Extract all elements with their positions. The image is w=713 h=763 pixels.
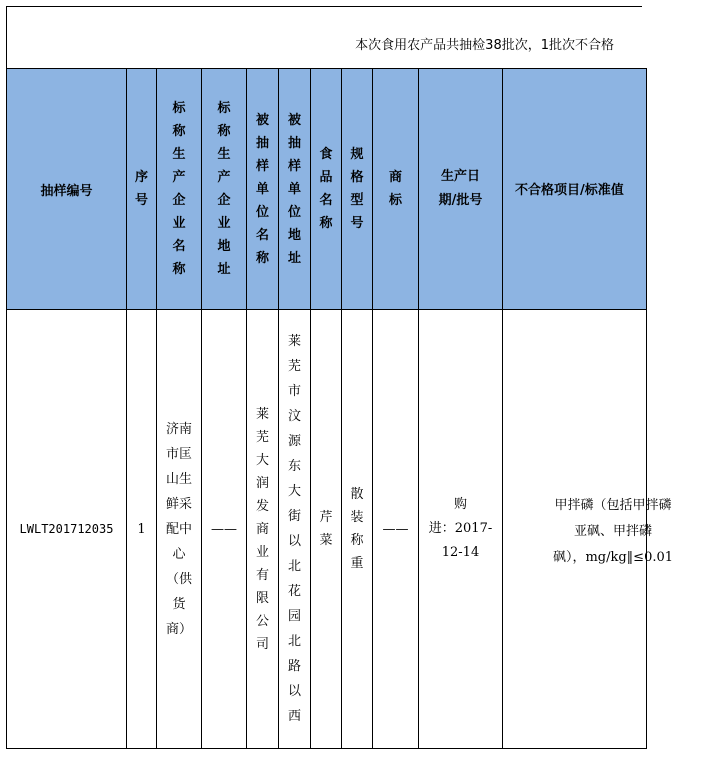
header-sampled-unit-addr: 被抽样单位地址: [279, 69, 311, 310]
cell-date: 购 进：2017- 12-14: [419, 310, 503, 749]
header-spec: 规格型号: [342, 69, 373, 310]
inspection-table: [6, 68, 674, 749]
cell-spec: 散装称重: [342, 310, 373, 749]
cell-brand: ——: [373, 310, 419, 749]
summary-text: 本次食用农产品共抽检38批次，1批次不合格: [355, 38, 614, 53]
cell-seq: 1: [127, 310, 157, 749]
header-fail-item: 不合格项目/标准值: [503, 69, 647, 310]
header-mfr-name: 标称生产企业名称: [157, 69, 202, 310]
cell-fail-item: 甲拌磷（包括甲拌磷 亚砜、甲拌磷 砜），mg/kg‖≤0.01: [503, 310, 647, 749]
cell-sample-no: LWLT201712035: [7, 310, 127, 749]
header-date: 生产日 期/批号: [419, 69, 503, 310]
summary-cell: [6, 6, 642, 68]
header-sampled-unit-name: 被抽样单位名称: [247, 69, 279, 310]
header-mfr-addr: 标称生产企业地址: [202, 69, 247, 310]
header-sample-no: 抽样编号: [7, 69, 127, 310]
header-brand: 商标: [373, 69, 419, 310]
header-row: [7, 69, 647, 310]
table-row: [7, 310, 647, 749]
cell-mfr-name: 济南市匡山生鲜采配中心（供货商）: [157, 310, 202, 749]
cell-mfr-addr: ——: [202, 310, 247, 749]
header-food-name: 食品名称: [311, 69, 342, 310]
cell-food-name: 芹菜: [311, 310, 342, 749]
cell-sampled-unit-name: 莱芜大润发商业有限公司: [247, 310, 279, 749]
header-seq: 序号: [127, 69, 157, 310]
cell-sampled-unit-addr: 莱芜市汶源东大街以北花园北路以西: [279, 310, 311, 749]
